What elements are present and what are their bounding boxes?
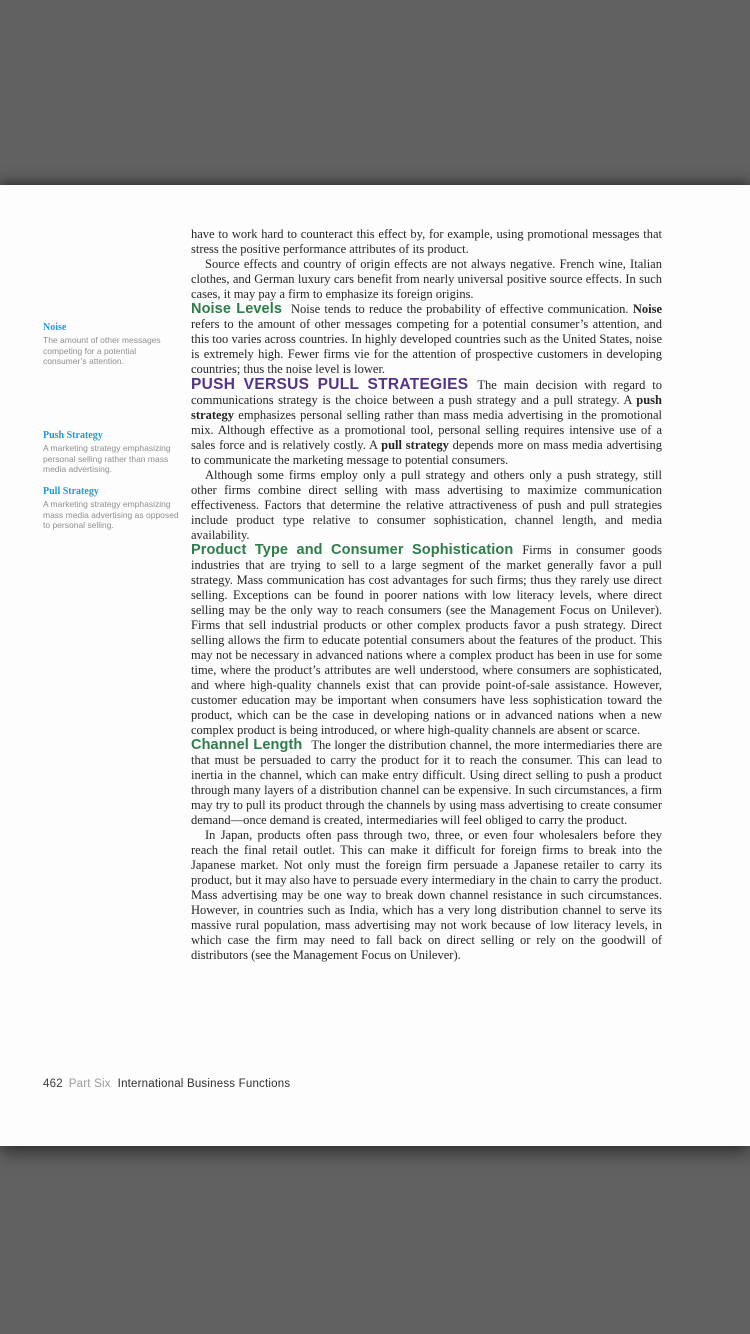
noise-bold-term: Noise: [632, 302, 662, 316]
push-strategy-bold-term: push strategy: [191, 393, 662, 422]
heading-push-versus-pull-strategies: PUSH VERSUS PULL STRATEGIES: [191, 376, 469, 393]
noise-levels-text-1: Noise tends to reduce the probability of effective communication.: [291, 302, 633, 316]
margin-note-pull-strategy: [43, 486, 180, 531]
footer-part-label: Part Six: [68, 1078, 111, 1090]
noise-levels-text-2: refers to the amount of other messages competing for a potential consumer’s attention, and this too varies across countries. In highly developed countries such as the United States, noise is extremely high. Fewer firms vie for the attention of prospective customers in developing countries; thus the noise level is lower.: [191, 317, 662, 376]
margin-note-push-strategy: [43, 430, 180, 475]
heading-product-type-and-consumer-sophistication: Product Type and Consumer Sophistication: [191, 542, 514, 558]
paragraph-intro-2: Source effects and country of origin effects are not always negative. French wine, Italian clothes, and German luxury cars benefit from nearly universal positive source effects. In such cases, it may pay a firm to emphasize its foreign origins.: [191, 257, 662, 301]
margin-definition-noise: The amount of other messages competing for a potential consumer’s attention.: [43, 335, 161, 367]
section-noise-levels: [191, 302, 662, 377]
section-channel-length: [191, 738, 662, 828]
section-product-type: [191, 543, 662, 738]
paragraph-channel-length-2: In Japan, products often pass through two, three, or even four wholesalers before they reach the final retail outlet. This can make it difficult for foreign firms to break into the Japanese market. Not only must the foreign firm persuade a Japanese retailer to carry its product, but it may also have to persuade every intermediary in the chain to carry the product. Mass advertising may be one way to break down channel resistance in such circumstances. However, in countries such as India, which has a very long distribution channel to serve its massive rural population, mass advertising may not work because of low literacy levels, in which case the firm may need to fall back on direct selling or rely on the goodwill of distributors (see the Management Focus on Unilever).: [191, 828, 662, 962]
page-footer: [43, 1078, 290, 1090]
section-push-vs-pull: [191, 377, 662, 468]
margin-note-noise: [43, 322, 180, 367]
pull-strategy-bold-term: pull strategy: [381, 438, 449, 452]
document-page[interactable]: [0, 185, 750, 1146]
margin-definition-pull-strategy: A marketing strategy emphasizing mass media advertising as opposed to personal selling.: [43, 499, 179, 531]
product-type-text: Firms in consumer goods industries that are trying to sell to a large segment of the market generally favor a pull strategy. Mass communication has cost advantages for such firms; thus they rarely use direct selling. Exceptions can be found in poorer nations with low literacy levels, where direct selling may be the only way to reach consumers (see the Management Focus on Unilever). Firms that sell industrial products or other complex products favor a push strategy. Direct selling allows the firm to educate potential consumers about the features of the product. This may not be necessary in advanced nations where a complex product has been in use for some time, where the product’s attributes are well understood, where consumers are sophisticated, and where high-quality channels exist that can provide point-of-sale assistance. However, customer education may be important when consumers have less sophistication toward the product, which can be the case in developing nations or in advanced nations when a new complex product is being introduced, or where high-quality channels are absent or scarce.: [191, 543, 662, 737]
paragraph-push-pull-2: Although some firms employ only a pull strategy and others only a push strategy, still other firms combine direct selling with mass advertising to maximize communication effectiveness. Factors that determine the relative attractiveness of push and pull strategies include product type relative to consumer sophistication, channel length, and media availability.: [191, 468, 662, 542]
heading-channel-length: Channel Length: [191, 737, 303, 753]
margin-term-pull-strategy: Pull Strategy: [43, 486, 99, 497]
main-text-column: [191, 227, 662, 963]
push-pull-text-3: depends more on mass media advertising to communicate the marketing message to potential consumers.: [191, 438, 663, 467]
push-pull-text-1: The main decision with regard to communications strategy is the choice between a push strategy and a pull strategy. A: [191, 378, 663, 407]
footer-part-title: International Business Functions: [117, 1078, 291, 1090]
footer-page-number: 462: [43, 1078, 63, 1090]
margin-term-push-strategy: Push Strategy: [43, 430, 103, 441]
margin-term-noise: Noise: [43, 322, 67, 333]
channel-length-text: The longer the distribution channel, the more intermediaries there are that must be persuaded to carry the product for it to reach the consumer. This can lead to inertia in the channel, which can make entry difficult. Using direct selling to push a product through many layers of a distribution channel can be expensive. In such circumstances, a firm may try to pull its product through the channels by using mass advertising to create consumer demand—once demand is created, intermediaries will feel obliged to carry the product.: [191, 738, 663, 827]
push-pull-text-2: emphasizes personal selling rather than mass media advertising in the promotional mix. Although effective as a promotional tool, personal selling requires intensive use of a sales force and is relatively costly. A: [191, 408, 662, 452]
paragraph-intro-1: have to work hard to counteract this effect by, for example, using promotional messages that stress the positive performance attributes of its product.: [191, 227, 662, 256]
margin-definition-push-strategy: A marketing strategy emphasizing personal selling rather than mass media advertising.: [43, 443, 171, 475]
heading-noise-levels: Noise Levels: [191, 301, 282, 317]
